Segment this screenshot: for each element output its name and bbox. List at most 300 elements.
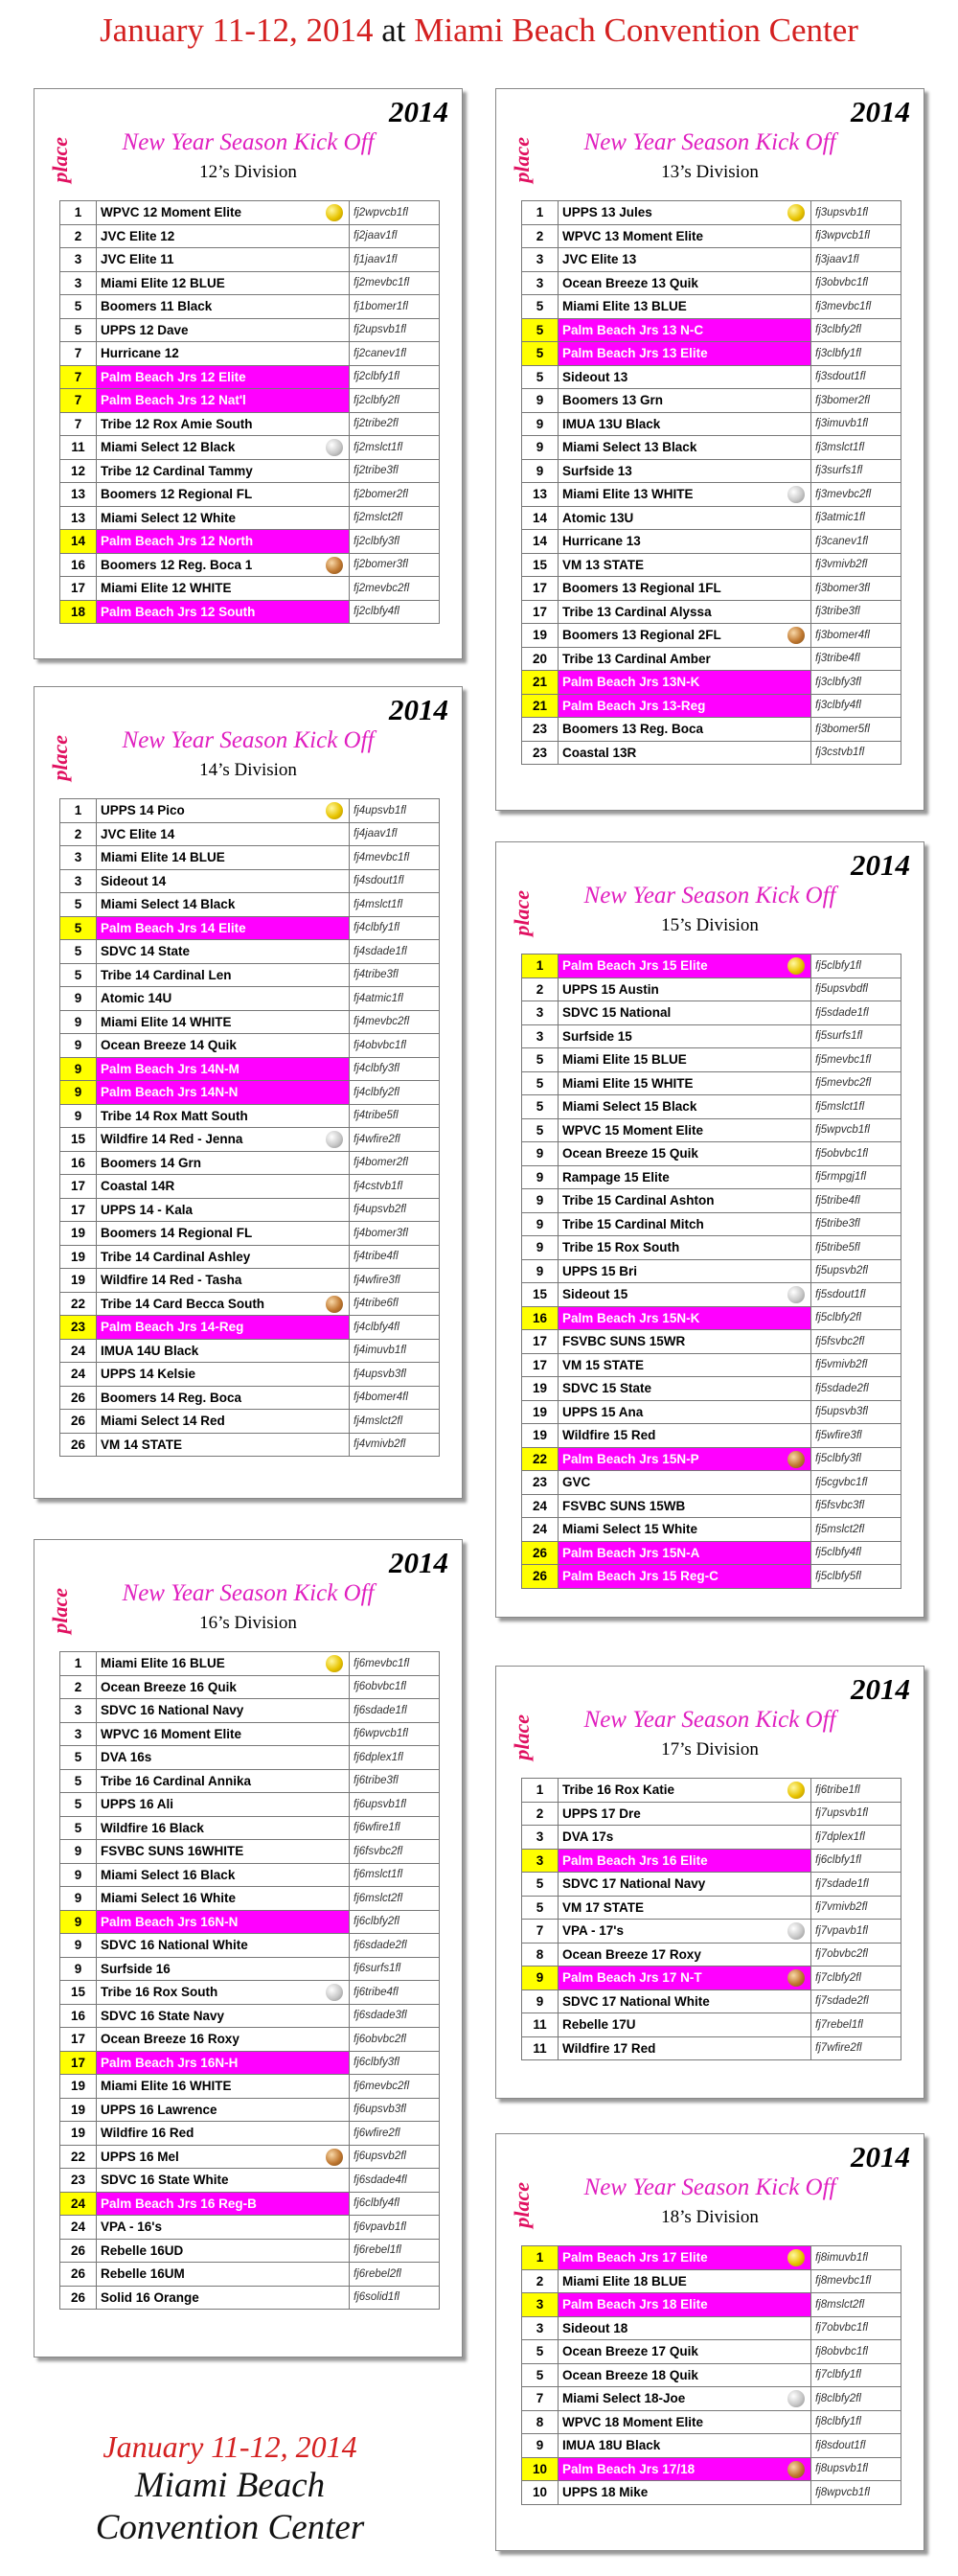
division-title: 14’s Division <box>199 760 297 780</box>
place-cell: 17 <box>60 1175 97 1199</box>
team-code-cell: fj5vmivb2fl <box>811 1353 901 1377</box>
team-code-cell: fj3mevbc2fl <box>811 483 901 507</box>
team-code-cell: fj3atmic1fl <box>811 506 901 530</box>
bronze-medal-icon <box>326 1296 343 1313</box>
team-name: Hurricane 13 <box>562 534 641 549</box>
team-name: DVA 17s <box>562 1829 614 1845</box>
team-name: Palm Beach Jrs 16 Reg-B <box>101 2196 257 2211</box>
team-cell <box>97 1081 350 1105</box>
table-row <box>522 1826 901 1850</box>
division-title: 13’s Division <box>661 162 759 182</box>
table-row <box>60 1128 440 1152</box>
place-cell: 16 <box>522 1306 559 1330</box>
team-code-cell: fj5upsvb3fl <box>811 1400 901 1424</box>
place-cell: 13 <box>522 483 559 507</box>
team-code-cell: fj4clbfy1fl <box>350 916 440 940</box>
place-cell: 3 <box>60 869 97 893</box>
team-cell <box>97 1957 350 1981</box>
place-label: place <box>48 1588 72 1634</box>
team-name: VM 15 STATE <box>562 1357 645 1372</box>
year-label: 2014 <box>851 2140 910 2174</box>
team-code-cell: fj4mslct2fl <box>350 1410 440 1434</box>
team-name: Miami Select 12 Black <box>101 440 236 455</box>
team-name: SDVC 15 National <box>562 1005 672 1021</box>
place-cell: 15 <box>60 1128 97 1152</box>
event-title: New Year Season Kick Off <box>583 1707 836 1733</box>
team-code-cell: fj5tribe3fl <box>811 1212 901 1236</box>
team-code-cell: fj1jaav1fl <box>350 248 440 272</box>
team-code-cell: fj6rebel1fl <box>350 2239 440 2263</box>
table-row <box>60 2004 440 2028</box>
table-row <box>522 741 901 765</box>
team-cell <box>559 1095 811 1119</box>
place-cell: 9 <box>522 2434 559 2458</box>
table-row <box>60 459 440 483</box>
team-code-cell: fj5clbfy3fl <box>811 1447 901 1471</box>
table-row <box>522 1802 901 1826</box>
team-cell <box>559 1001 811 1025</box>
table-row <box>522 1330 901 1354</box>
team-name: UPPS 15 Austin <box>562 981 659 997</box>
team-code-cell: fj6tribe1fl <box>811 1779 901 1803</box>
team-code-cell: fj4cstvb1fl <box>350 1175 440 1199</box>
table-row <box>60 1887 440 1911</box>
table-row <box>522 412 901 436</box>
team-name: Wildfire 16 Black <box>101 1820 204 1835</box>
place-cell: 5 <box>60 916 97 940</box>
table-row <box>60 1769 440 1793</box>
team-code-cell: fj2canev1fl <box>350 342 440 366</box>
place-label: place <box>510 2182 534 2228</box>
team-name: Tribe 14 Cardinal Ashley <box>101 1249 251 1264</box>
table-row <box>522 1142 901 1166</box>
place-cell: 16 <box>60 2004 97 2028</box>
table-row <box>60 1386 440 1410</box>
table-row <box>522 224 901 248</box>
team-cell <box>97 1863 350 1887</box>
event-title: New Year Season Kick Off <box>122 129 375 155</box>
silver-medal-icon <box>787 2390 805 2407</box>
table-row <box>522 954 901 978</box>
team-code-cell: fj5tribe4fl <box>811 1189 901 1213</box>
place-cell: 13 <box>60 506 97 530</box>
team-cell <box>97 1934 350 1958</box>
team-name: Rebelle 16UM <box>101 2266 185 2282</box>
division-title: 18’s Division <box>661 2207 759 2227</box>
team-cell <box>97 1410 350 1434</box>
table-row <box>60 201 440 225</box>
team-code-cell: fj5rmpgj1fl <box>811 1165 901 1189</box>
place-cell: 19 <box>522 624 559 648</box>
team-cell <box>97 1840 350 1864</box>
team-cell <box>559 1565 811 1589</box>
table-row <box>522 201 901 225</box>
team-code-cell: fj4atmic1fl <box>350 987 440 1011</box>
card-13s-division <box>495 88 924 811</box>
place-cell: 17 <box>60 1198 97 1222</box>
table-row <box>60 846 440 870</box>
team-name: Palm Beach Jrs 16N-H <box>101 2055 239 2070</box>
table-row <box>522 1873 901 1897</box>
team-code-cell: fj5mslct2fl <box>811 1518 901 1542</box>
team-name: Ocean Breeze 16 Roxy <box>101 2032 240 2047</box>
team-code-cell: fj5wpvcb1fl <box>811 1118 901 1142</box>
team-cell <box>97 2239 350 2263</box>
place-cell: 5 <box>522 365 559 389</box>
bronze-medal-icon <box>787 627 805 644</box>
team-cell <box>559 553 811 577</box>
team-cell <box>97 436 350 460</box>
team-cell <box>97 1034 350 1058</box>
place-label: place <box>48 137 72 183</box>
team-code-cell: fj3canev1fl <box>811 530 901 554</box>
table-row <box>60 1699 440 1723</box>
table-row <box>60 987 440 1011</box>
place-cell: 7 <box>522 1920 559 1944</box>
team-code-cell: fj2bomer3fl <box>350 553 440 577</box>
team-code-cell: fj7obvbc2fl <box>811 1943 901 1966</box>
team-name: Palm Beach Jrs 18 Elite <box>562 2297 708 2312</box>
place-cell: 23 <box>60 1316 97 1340</box>
team-name: Miami Select 14 Red <box>101 1414 225 1429</box>
table-row <box>522 459 901 483</box>
team-cell <box>97 1339 350 1363</box>
place-cell: 5 <box>522 1118 559 1142</box>
team-cell <box>559 1283 811 1307</box>
team-code-cell: fj3surfs1fl <box>811 459 901 483</box>
table-row <box>522 389 901 413</box>
table-row <box>522 365 901 389</box>
place-cell: 11 <box>522 2036 559 2060</box>
table-row <box>60 1363 440 1387</box>
team-cell <box>559 1142 811 1166</box>
team-cell <box>559 412 811 436</box>
team-cell <box>97 483 350 507</box>
division-title: 17’s Division <box>661 1739 759 1760</box>
team-name: UPPS 15 Ana <box>562 1404 644 1419</box>
team-name: Solid 16 Orange <box>101 2289 199 2305</box>
team-code-cell: fj4bomer4fl <box>350 1386 440 1410</box>
team-name: Wildfire 15 Red <box>562 1428 656 1443</box>
table-row <box>60 1816 440 1840</box>
team-name: Tribe 14 Card Becca South <box>101 1296 265 1311</box>
place-cell: 19 <box>522 1424 559 1448</box>
card-15s-division <box>495 841 924 1618</box>
place-cell: 2 <box>60 822 97 846</box>
team-name: Miami Elite 14 WHITE <box>101 1014 232 1029</box>
team-name: Boomers 12 Regional FL <box>101 487 253 502</box>
place-cell: 9 <box>60 1840 97 1864</box>
place-cell: 9 <box>522 1990 559 2013</box>
team-cell <box>97 1316 350 1340</box>
table-row <box>522 1424 901 1448</box>
team-cell <box>559 577 811 601</box>
team-name: DVA 16s <box>101 1750 152 1765</box>
team-code-cell: fj6solid1fl <box>350 2286 440 2310</box>
team-code-cell: fj6clbfy3fl <box>350 2051 440 2075</box>
place-cell: 5 <box>60 893 97 917</box>
team-code-cell: fj6rebel2fl <box>350 2263 440 2287</box>
year-label: 2014 <box>389 1546 448 1579</box>
team-name: Atomic 14U <box>101 991 172 1006</box>
place-cell: 20 <box>522 647 559 671</box>
team-name: Tribe 15 Cardinal Mitch <box>562 1216 704 1231</box>
table-row <box>60 1245 440 1269</box>
team-cell <box>559 718 811 742</box>
table-row <box>60 2216 440 2240</box>
division-title: 16’s Division <box>199 1613 297 1633</box>
team-code-cell: fj2mslct1fl <box>350 436 440 460</box>
team-cell <box>559 694 811 718</box>
team-name: Ocean Breeze 17 Roxy <box>562 1946 701 1962</box>
team-code-cell: fj3bomer3fl <box>811 577 901 601</box>
table-row <box>60 2239 440 2263</box>
table-row <box>522 624 901 648</box>
team-code-cell: fj6upsvb2fl <box>350 2145 440 2169</box>
team-cell <box>97 224 350 248</box>
place-cell: 9 <box>60 1010 97 1034</box>
table-row <box>522 1990 901 2013</box>
table-row <box>60 577 440 601</box>
team-code-cell: fj6clbfy2fl <box>350 1910 440 1934</box>
table-row <box>60 1957 440 1981</box>
team-cell <box>559 741 811 765</box>
table-row <box>60 1151 440 1175</box>
team-name: Surfside 15 <box>562 1028 632 1044</box>
place-cell: 9 <box>60 1863 97 1887</box>
team-name: FSVBC SUNS 15WR <box>562 1334 686 1349</box>
table-row <box>60 2075 440 2099</box>
table-row <box>60 1722 440 1746</box>
place-cell: 3 <box>522 1024 559 1048</box>
table-row <box>60 893 440 917</box>
team-name: Coastal 13R <box>562 745 637 760</box>
place-cell: 9 <box>60 987 97 1011</box>
team-cell <box>97 916 350 940</box>
team-cell <box>97 1910 350 1934</box>
team-code-cell: fj3clbfy1fl <box>811 342 901 366</box>
team-code-cell: fj7dplex1fl <box>811 1826 901 1850</box>
team-name: Boomers 13 Reg. Boca <box>562 722 704 737</box>
team-code-cell: fj6obvbc2fl <box>350 2028 440 2052</box>
place-label: place <box>510 1714 534 1760</box>
table-row <box>60 248 440 272</box>
place-cell: 2 <box>60 1675 97 1699</box>
team-code-cell: fj4clbfy3fl <box>350 1057 440 1081</box>
team-cell <box>559 1259 811 1283</box>
team-cell <box>97 1128 350 1152</box>
team-code-cell: fj6upsvb3fl <box>350 2098 440 2122</box>
event-title: New Year Season Kick Off <box>583 2174 836 2200</box>
place-cell: 5 <box>60 1746 97 1770</box>
table-row <box>522 436 901 460</box>
table-row <box>60 224 440 248</box>
team-code-cell: fj6mslct1fl <box>350 1863 440 1887</box>
team-name: Surfside 16 <box>101 1961 171 1976</box>
team-name: Wildfire 17 Red <box>562 2040 656 2056</box>
place-cell: 5 <box>60 1793 97 1817</box>
team-code-cell: fj2upsvb1fl <box>350 318 440 342</box>
place-cell: 3 <box>522 1826 559 1850</box>
place-cell: 16 <box>60 1151 97 1175</box>
team-cell <box>559 530 811 554</box>
team-code-cell: fj5clbfy1fl <box>811 954 901 978</box>
card-14s-division <box>34 686 463 1499</box>
table-row <box>522 1024 901 1048</box>
table-row <box>60 1222 440 1246</box>
team-code-cell: fj6sdade4fl <box>350 2169 440 2193</box>
place-cell: 24 <box>522 1494 559 1518</box>
table-row <box>522 2457 901 2481</box>
team-cell <box>559 2410 811 2434</box>
table-row <box>60 1433 440 1457</box>
team-name: UPPS 16 Ali <box>101 1797 174 1812</box>
team-code-cell: fj8imuvb1fl <box>811 2246 901 2270</box>
team-name: UPPS 17 Dre <box>562 1806 641 1821</box>
team-code-cell: fj6upsvb1fl <box>350 1793 440 1817</box>
team-name: Tribe 12 Cardinal Tammy <box>101 463 253 478</box>
team-code-cell: fj4bomer2fl <box>350 1151 440 1175</box>
place-cell: 15 <box>522 553 559 577</box>
table-row <box>60 1104 440 1128</box>
table-row <box>522 1377 901 1401</box>
team-cell <box>559 1802 811 1826</box>
team-cell <box>97 2004 350 2028</box>
place-cell: 5 <box>60 1816 97 1840</box>
team-code-cell: fj3wpvcb1fl <box>811 224 901 248</box>
table-row <box>522 718 901 742</box>
team-cell <box>97 1699 350 1723</box>
place-cell: 9 <box>60 1081 97 1105</box>
event-title: New Year Season Kick Off <box>583 883 836 908</box>
place-cell: 9 <box>60 1057 97 1081</box>
place-cell: 5 <box>60 295 97 319</box>
team-code-cell: fj2clbfy3fl <box>350 530 440 554</box>
table-row <box>60 1934 440 1958</box>
table-row <box>522 2410 901 2434</box>
team-name: SDVC 14 State <box>101 944 191 959</box>
team-name: Palm Beach Jrs 13 N-C <box>562 322 704 337</box>
team-code-cell: fj1bomer1fl <box>350 295 440 319</box>
team-cell <box>97 1386 350 1410</box>
place-cell: 10 <box>522 2481 559 2505</box>
team-code-cell: fj6clbfy4fl <box>350 2192 440 2216</box>
place-cell: 21 <box>522 671 559 695</box>
silver-medal-icon <box>787 486 805 503</box>
place-cell: 10 <box>522 2457 559 2481</box>
place-cell: 9 <box>522 1189 559 1213</box>
team-name: SDVC 15 State <box>562 1381 652 1396</box>
event-title: New Year Season Kick Off <box>122 727 375 753</box>
team-name: Palm Beach Jrs 17 Elite <box>562 2250 708 2266</box>
table-row <box>522 647 901 671</box>
footer-date: January 11-12, 2014 <box>103 2429 357 2464</box>
place-cell: 19 <box>60 1269 97 1293</box>
team-name: SDVC 16 State White <box>101 2173 229 2188</box>
place-cell: 9 <box>60 1957 97 1981</box>
team-cell <box>559 624 811 648</box>
table-row <box>60 963 440 987</box>
team-code-cell: fj6tribe4fl <box>350 1981 440 2005</box>
team-code-cell: fj4mevbc1fl <box>350 846 440 870</box>
bronze-medal-icon <box>787 1969 805 1987</box>
table-row <box>522 1048 901 1072</box>
team-name: Miami Elite 13 WHITE <box>562 487 694 502</box>
team-name: UPPS 16 Lawrence <box>101 2102 217 2117</box>
team-code-cell: fj7rebel1fl <box>811 2013 901 2037</box>
team-cell <box>97 987 350 1011</box>
team-name: Tribe 16 Cardinal Annika <box>101 1773 252 1788</box>
place-cell: 1 <box>522 201 559 225</box>
table-row <box>522 271 901 295</box>
team-code-cell: fj3bomer5fl <box>811 718 901 742</box>
team-name: Boomers 14 Regional FL <box>101 1226 253 1241</box>
team-cell <box>559 436 811 460</box>
table-row <box>522 1966 901 1990</box>
place-cell: 17 <box>522 1330 559 1354</box>
team-name: Surfside 13 <box>562 463 632 478</box>
team-cell <box>559 248 811 272</box>
place-cell: 24 <box>60 1363 97 1387</box>
team-code-cell: fj8obvbc1fl <box>811 2340 901 2364</box>
team-name: Boomers 11 Black <box>101 299 213 314</box>
team-cell <box>559 1236 811 1260</box>
bronze-medal-icon <box>326 557 343 574</box>
division-title: 12’s Division <box>199 162 297 182</box>
team-name: Miami Elite 12 BLUE <box>101 275 225 290</box>
team-code-cell: fj7upsvb1fl <box>811 1802 901 1826</box>
team-code-cell: fj6mevbc2fl <box>350 2075 440 2099</box>
place-cell: 3 <box>60 248 97 272</box>
footer-venue-line1: Miami Beach <box>134 2466 326 2505</box>
team-cell <box>97 1104 350 1128</box>
page-footer <box>38 2429 422 2549</box>
table-row <box>60 600 440 624</box>
team-cell <box>97 1010 350 1034</box>
team-name: Ocean Breeze 18 Quik <box>562 2367 698 2382</box>
team-name: Miami Elite 16 BLUE <box>101 1656 225 1671</box>
place-cell: 17 <box>522 577 559 601</box>
header-venue: Miami Beach Convention Center <box>414 12 858 49</box>
table-row <box>60 389 440 413</box>
team-name: Tribe 14 Rox Matt South <box>101 1108 248 1123</box>
place-cell: 26 <box>522 1541 559 1565</box>
team-name: Palm Beach Jrs 15N-P <box>562 1451 699 1466</box>
table-row <box>522 1400 901 1424</box>
card-18s-division <box>495 2133 924 2551</box>
place-cell: 24 <box>60 2192 97 2216</box>
page-header <box>0 12 958 50</box>
table-row <box>60 2028 440 2052</box>
team-cell <box>559 1024 811 1048</box>
table-row <box>522 1212 901 1236</box>
place-cell: 5 <box>522 2363 559 2387</box>
place-label: place <box>510 890 534 936</box>
team-cell <box>559 224 811 248</box>
table-row <box>60 940 440 964</box>
table-row <box>522 600 901 624</box>
team-cell <box>97 1292 350 1316</box>
place-cell: 19 <box>60 1222 97 1246</box>
team-code-cell: fj4mevbc2fl <box>350 1010 440 1034</box>
table-row <box>522 2316 901 2340</box>
table-row <box>522 2340 901 2364</box>
team-name: Tribe 13 Cardinal Amber <box>562 651 711 666</box>
gold-medal-icon <box>787 2249 805 2266</box>
table-row <box>60 483 440 507</box>
team-cell <box>97 506 350 530</box>
team-name: JVC Elite 11 <box>101 252 174 267</box>
